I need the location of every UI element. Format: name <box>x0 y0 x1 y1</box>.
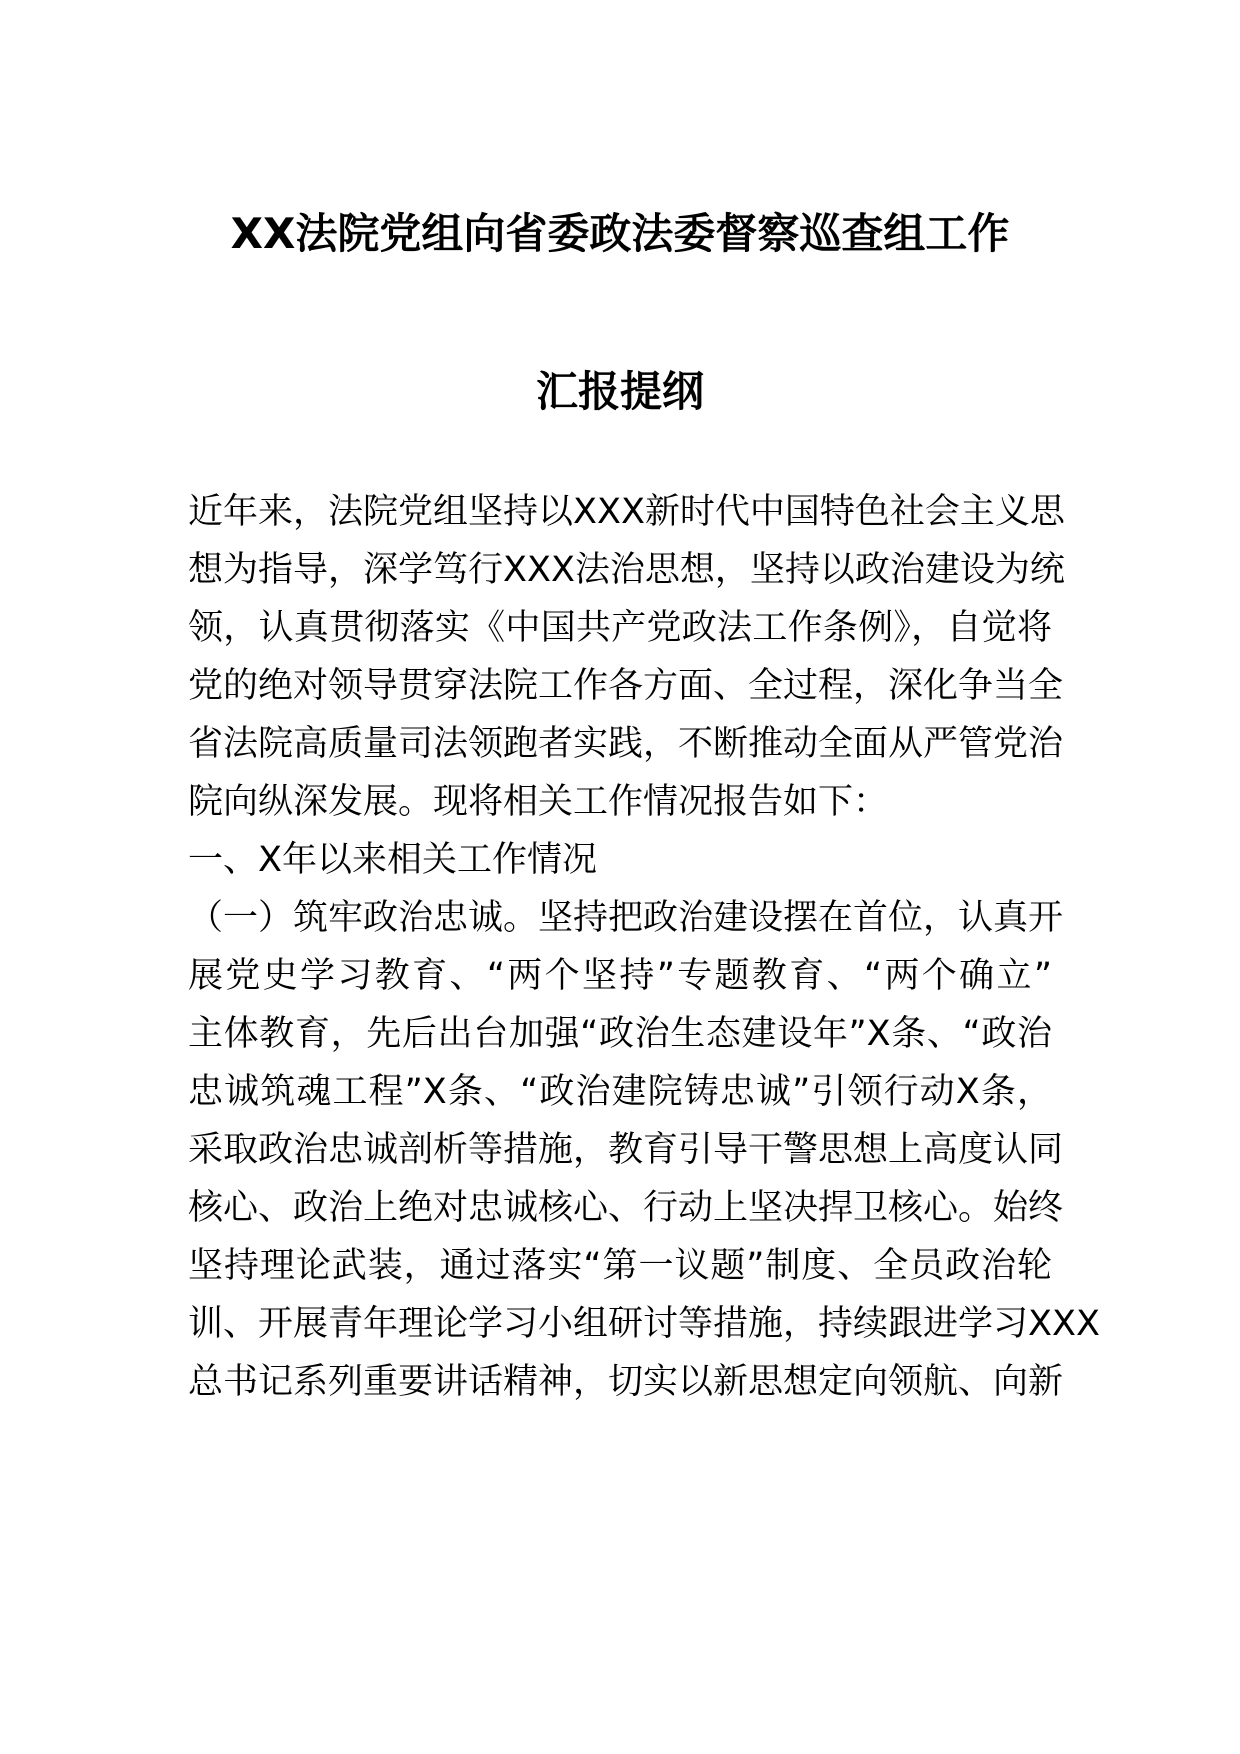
paragraph-line: 坚持理论武装，通过落实“第一议题”制度、全员政治轮 <box>188 1246 1052 1286</box>
section-heading: 一、X年以来相关工作情况 <box>188 840 597 880</box>
paragraph-line: 领，认真贯彻落实《中国共产党政法工作条例》，自觉将 <box>188 608 1052 648</box>
paragraph-line: 想为指导，深学笃行XXX法治思想，坚持以政治建设为统 <box>188 550 1065 590</box>
paragraph-line: 总书记系列重要讲话精神，切实以新思想定向领航、向新 <box>188 1362 1064 1402</box>
paragraph-line: 院向纵深发展。现将相关工作情况报告如下： <box>188 782 889 822</box>
paragraph-line: 忠诚筑魂工程”X条、“政治建院铸忠诚”引领行动X条， <box>188 1072 1052 1112</box>
paragraph-line: 采取政治忠诚剖析等措施，教育引导干警思想上高度认同 <box>188 1130 1064 1170</box>
paragraph-line: 训、开展青年理论学习小组研讨等措施，持续跟进学习XXX <box>188 1304 1100 1344</box>
paragraph-line: 展党史学习教育、“两个坚持”专题教育、“两个确立” <box>188 956 1052 996</box>
paragraph-line: 核心、政治上绝对忠诚核心、行动上坚决捍卫核心。始终 <box>188 1188 1064 1228</box>
paragraph-line: 省法院高质量司法领跑者实践，不断推动全面从严管党治 <box>188 724 1064 764</box>
paragraph-line: 党的绝对领导贯穿法院工作各方面、全过程，深化争当全 <box>188 666 1064 706</box>
paragraph-line: （一）筑牢政治忠诚。坚持把政治建设摆在首位，认真开 <box>188 898 1064 938</box>
document-title-line-1: XX法院党组向省委政法委督察巡查组工作 <box>230 209 1010 258</box>
document-title-line-2: 汇报提纲 <box>535 367 704 416</box>
paragraph-line: 主体教育，先后出台加强“政治生态建设年”X条、“政治 <box>188 1014 1052 1054</box>
paragraph-line: 近年来，法院党组坚持以XXX新时代中国特色社会主义思 <box>188 492 1065 532</box>
